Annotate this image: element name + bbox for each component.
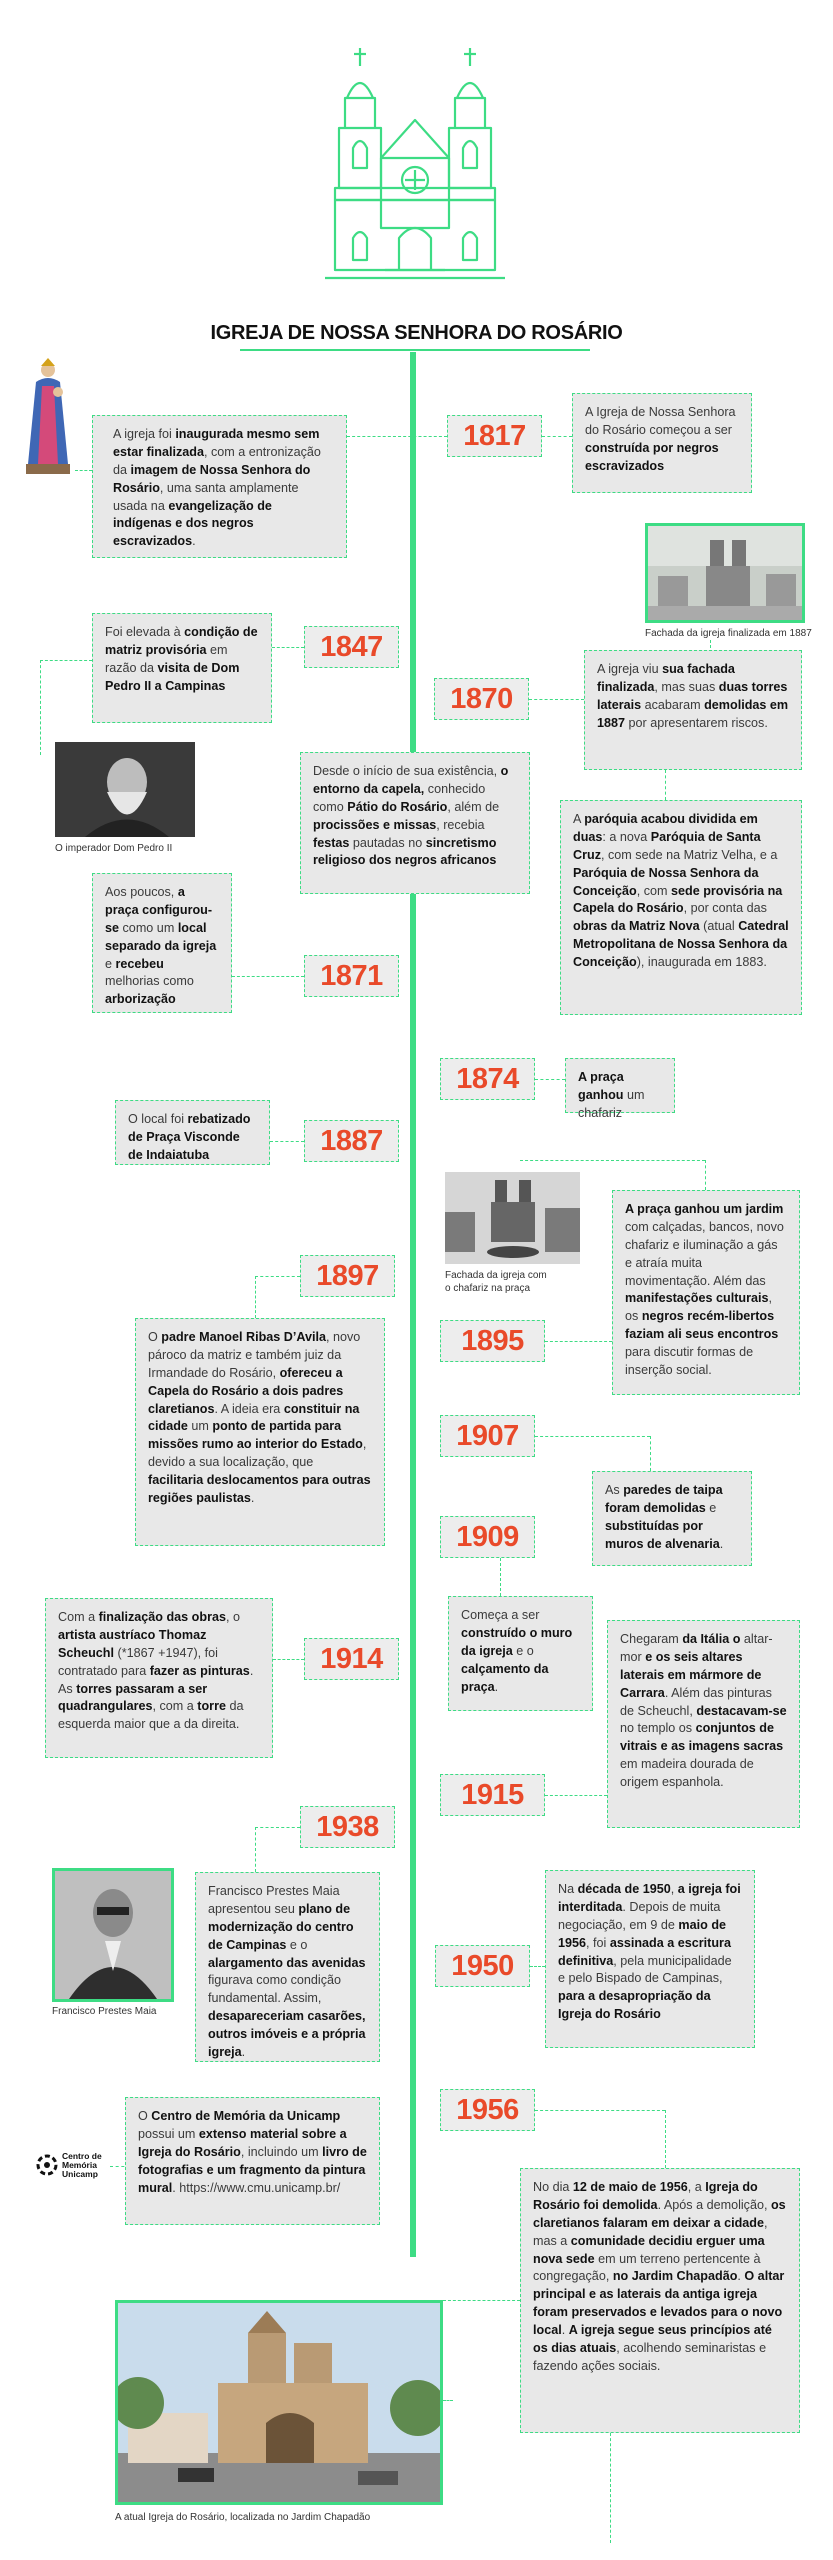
- event-1938-left-text: Francisco Prestes Maia apresentou seu plano de modernização do centro de Campinas e o alargamento das avenidas figurava como condição fundamental. Assim, desapareceriam casarões, outros imóveis e a própria igreja.: [195, 1872, 380, 2062]
- event-1909-right-text: Começa a ser construído o muro da igreja e o calçamento da praça.: [448, 1596, 593, 1711]
- logo-mark-icon: [36, 2154, 58, 2176]
- dom-pedro-photo: [55, 742, 195, 837]
- connector: [500, 1558, 501, 1596]
- connector: [40, 660, 41, 755]
- event-1847-left-text: Foi elevada à condição de matriz provisória em razão da visita de Dom Pedro II a Campinas: [92, 613, 272, 723]
- prestes-maia-photo: [52, 1868, 174, 2002]
- year-1895: 1895: [440, 1320, 545, 1362]
- logo-line-3: Unicamp: [62, 2169, 98, 2179]
- connector: [529, 699, 584, 700]
- year-1950: 1950: [435, 1945, 530, 1987]
- timeline-spine: [410, 352, 416, 2257]
- event-1956-right-text: No dia 12 de maio de 1956, a Igreja do Rosário foi demolida. Após a demolição, os claretianos falaram em deixar a cidade, mas a comunidade decidiu erguer uma nova sede em um terreno pertencente à congregação, no Jardim Chapadão. O altar principal e as laterais da antiga igreja foram preservados e levados para o novo local. A igreja segue seus princípios até os dias atuais, acolhendo seminaristas e fazendo ações sociais.: [520, 2168, 800, 2433]
- connector: [255, 1276, 300, 1277]
- year-1956: 1956: [440, 2089, 535, 2131]
- connector: [40, 660, 92, 661]
- connector: [255, 1276, 256, 1318]
- connector: [270, 1141, 304, 1142]
- event-1871-left-text: Aos poucos, a praça configurou-se como um local separado da igreja e recebeu melhorias como arborização: [92, 873, 232, 1013]
- year-1887: 1887: [304, 1120, 399, 1162]
- connector: [75, 470, 92, 471]
- logo-line-1: Centro de: [62, 2151, 102, 2161]
- connector: [443, 2400, 453, 2401]
- connector: [255, 1827, 256, 1872]
- connector: [272, 647, 304, 648]
- church-illustration: [325, 38, 505, 308]
- connector: [650, 1436, 651, 1471]
- event-1874-right-text: A praça ganhou um chafariz: [565, 1058, 675, 1113]
- connector: [347, 436, 447, 437]
- paroquia-text: A paróquia acabou dividida em duas: a nova Paróquia de Santa Cruz, com sede na Matriz Velha, e a Paróquia de Nossa Senhora da Conceição, com sede provisória na Capela do Rosário, por conta das obras da Matriz Nova (atual Catedral Metropolitana de Nossa Senhora da Conceição), inaugurada em 1883.: [560, 800, 802, 1015]
- event-1817-left-text: A igreja foi inaugurada mesmo sem estar finalizada, com a entronização da imagem de Nossa Senhora do Rosário, uma santa amplamente usada na evangelização de indígenas e dos negros escravizados.: [92, 415, 347, 558]
- facade-fountain-caption-2: o chafariz na praça: [445, 1283, 531, 1294]
- prestes-maia-caption: Francisco Prestes Maia: [52, 2006, 157, 2017]
- connector: [545, 1795, 607, 1796]
- page-title: IGREJA DE NOSSA SENHORA DO ROSÁRIO: [210, 322, 623, 344]
- connector: [542, 436, 572, 437]
- connector: [545, 1341, 612, 1342]
- connector: [610, 2433, 611, 2543]
- centro-de-memoria-logo: [36, 2152, 116, 2182]
- connector: [443, 2300, 520, 2301]
- event-1915-right-text: Chegaram da Itália o altar-mor e os seis altares laterais em mármore de Carrara. Além das pinturas de Scheuchl, destacavam-se no templo os conjuntos de vitrais e as imagens sacras em madeira dourada de origem espanhola.: [607, 1620, 800, 1828]
- facade-fountain-photo: [445, 1172, 580, 1264]
- title-underline: [240, 349, 590, 351]
- year-1847: 1847: [304, 626, 399, 668]
- connector: [520, 1160, 705, 1161]
- year-1817: 1817: [447, 415, 542, 457]
- facade-1887-caption: Fachada da igreja finalizada em 1887: [645, 628, 812, 639]
- facade-fountain-caption-1: Fachada da igreja com: [445, 1270, 547, 1281]
- event-1887-left-text: O local foi rebatizado de Praça Visconde de Indaiatuba: [115, 1100, 270, 1165]
- current-church-photo: [115, 2300, 443, 2505]
- connector: [535, 1079, 565, 1080]
- year-1874: 1874: [440, 1058, 535, 1100]
- event-1895-right-text: A praça ganhou um jardim com calçadas, bancos, novo chafariz e iluminação a gás e atraía muita movimentação. Além das manifestações culturais, os negros recém-libertos faziam ali seus encontros para discutir formas de inserção social.: [612, 1190, 800, 1395]
- year-1897: 1897: [300, 1255, 395, 1297]
- saint-statue-image: [22, 358, 74, 476]
- connector: [232, 976, 304, 977]
- event-1897-left-text: O padre Manoel Ribas D’Avila, novo pároco da matriz e também juiz da Irmandade do Rosário, ofereceu a Capela do Rosário a dois padres claretianos. A ideia era constituir na cidade um ponto de partida para missões rumo ao interior do Estado, devido a sua localização, que facilitaria deslocamentos para outras regiões paulistas.: [135, 1318, 385, 1546]
- connector: [273, 1659, 304, 1660]
- connector: [535, 2110, 665, 2111]
- event-1914-left-text: Com a finalização das obras, o artista austríaco Thomaz Scheuchl (*1867 +1947), foi contratado para fazer as pinturas. As torres passaram a ser quadrangulares, com a torre da esquerda maior que a da direita.: [45, 1598, 273, 1758]
- dom-pedro-caption: O imperador Dom Pedro II: [55, 843, 173, 854]
- connector: [530, 1966, 545, 1967]
- event-1907-right-text: As paredes de taipa foram demolidas e substituídas por muros de alvenaria.: [592, 1471, 752, 1566]
- year-1914: 1914: [304, 1638, 399, 1680]
- connector: [705, 1160, 706, 1190]
- logo-line-2: Memória: [62, 2160, 97, 2170]
- facade-1887-photo: [645, 523, 805, 623]
- event-1870-right-text: A igreja viu sua fachada finalizada, mas suas duas torres laterais acabaram demolidas em 1887 por apresentarem riscos.: [584, 650, 802, 770]
- year-1909: 1909: [440, 1516, 535, 1558]
- connector: [665, 770, 666, 800]
- connector: [665, 2110, 666, 2168]
- event-1950-right-text: Na década de 1950, a igreja foi interditada. Depois de muita negociação, em 9 de maio de 1956, foi assinada a escritura definitiva, pela municipalidade e pelo Bispado de Campinas, para a desapropriação da Igreja do Rosário: [545, 1870, 755, 2048]
- centro-memoria-text: O Centro de Memória da Unicamp possui um extenso material sobre a Igreja do Rosário, incluindo um livro de fotografias e um fragmento da pintura mural. https://www.cmu.unicamp.br/: [125, 2097, 380, 2225]
- patio-do-rosario-text: Desde o início de sua existência, o entorno da capela, conhecido como Pátio do Rosário, além de procissões e missas, recebia festas pautadas no sincretismo religioso dos negros africanos: [300, 752, 530, 894]
- year-1907: 1907: [440, 1415, 535, 1457]
- connector: [535, 1436, 650, 1437]
- year-1915: 1915: [440, 1774, 545, 1816]
- year-1871: 1871: [304, 955, 399, 997]
- year-1870: 1870: [434, 678, 529, 720]
- connector: [255, 1827, 300, 1828]
- event-1817-right-text: A Igreja de Nossa Senhora do Rosário começou a ser construída por negros escravizados: [572, 393, 752, 493]
- current-church-caption: A atual Igreja do Rosário, localizada no Jardim Chapadão: [115, 2512, 371, 2523]
- year-1938: 1938: [300, 1806, 395, 1848]
